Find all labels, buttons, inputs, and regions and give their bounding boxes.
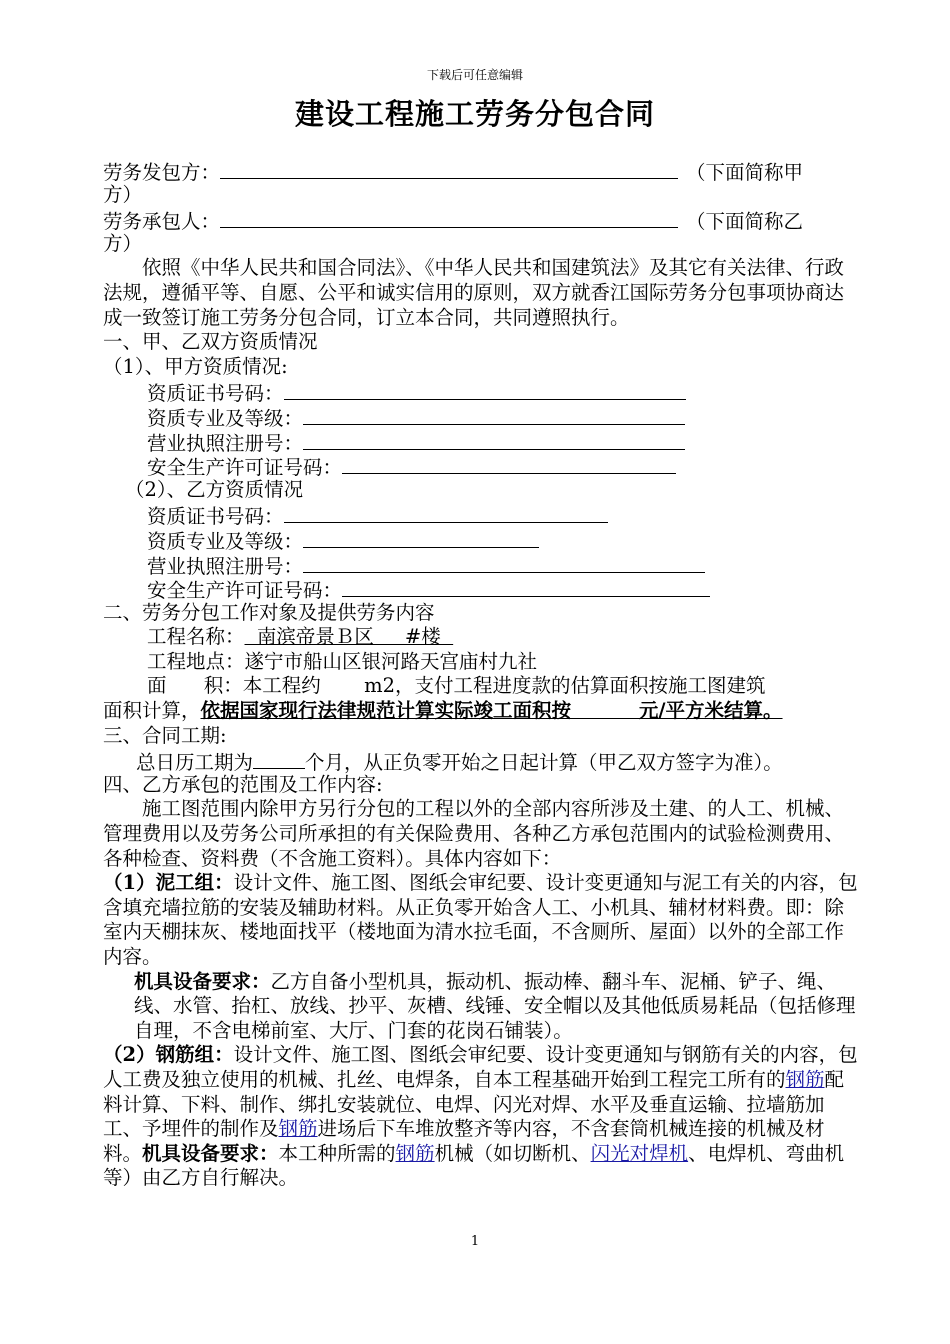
- duration-text-a: 总日历工期为: [136, 751, 254, 775]
- rebar-text-3: 进场后下车堆放整齐等内容，不含套筒机械连接的机械及材料。: [103, 1117, 825, 1165]
- rebar-text-1: 设计文件、施工图、图纸会审纪要、设计变更通知与钢筋有关的内容，包人工费及独立使用的机械、扎丝、电焊条，自本工程基础开始到工程完工所有的: [103, 1043, 858, 1091]
- equipment-text: 乙方自备小型机具，振动机、振动棒、翻斗车、泥桶、铲子、绳、线、水管、抬杠、放线、抄平、灰槽、线锤、安全帽以及其他低质易耗品（包括修理自理，不含电梯前室、大厅、门套的花岗石铺装）。: [134, 969, 856, 1042]
- subcontractor-name-field[interactable]: [220, 207, 678, 228]
- project-name-value: 南滨帝景Ｂ区 #楼: [244, 625, 454, 649]
- grade-label: 资质专业及等级：: [147, 406, 304, 430]
- party-a-grade-line: [103, 404, 863, 429]
- rebar-link[interactable]: 钢筋: [395, 1141, 435, 1165]
- contractor-suffix: （下面简称甲: [686, 161, 804, 184]
- document-title: 建设工程施工劳务分包合同: [294, 97, 655, 131]
- section-2-heading: 二、劳务分包工作对象及提供劳务内容: [103, 600, 435, 624]
- party-a-heading: （1）、甲方资质情况:: [103, 354, 288, 378]
- project-site-value: 遂宁市船山区银河路天宫庙村九社: [244, 649, 538, 673]
- settlement-clause: 依据国家现行法律规范计算实际竣工面积按 元/平方米结算。: [200, 699, 783, 723]
- grade-label: 资质专业及等级：: [147, 529, 304, 553]
- party-b-grade-line: [103, 527, 863, 552]
- license-label: 营业执照注册号：: [147, 554, 304, 578]
- rebar-paragraph: [103, 1043, 863, 1191]
- party-a-cert-field[interactable]: [284, 379, 686, 400]
- page-number: 1: [470, 1234, 480, 1249]
- rebar-link[interactable]: 钢筋: [785, 1067, 825, 1091]
- rebar-equipment-label: 机具设备要求：: [142, 1141, 279, 1165]
- intro-paragraph: 依照《中华人民共和国合同法》、《中华人民共和国建筑法》及其它有关法律、行政法规，遵循平等、自愿、公平和诚实信用的原则，双方就香江国际劳务分包事项协商达成一致签订施工劳务分包合同，订立本合同，共同遵照执行。: [103, 256, 845, 329]
- project-name-label: 工程名称：: [147, 625, 245, 649]
- contractor-line: [103, 158, 863, 183]
- area-settlement-line: [103, 699, 863, 724]
- safety-label: 安全生产许可证号码：: [147, 579, 343, 603]
- area-text-2: 面积计算，: [103, 699, 201, 723]
- contractor-suffix-line: 方）: [103, 182, 143, 206]
- cert-label: 资质证书号码：: [147, 505, 284, 529]
- equipment-label: 机具设备要求：: [134, 969, 271, 993]
- flash-welder-link[interactable]: 闪光对焊机: [590, 1141, 689, 1165]
- subcontractor-suffix-line: 方）: [103, 231, 143, 255]
- rebar-link[interactable]: 钢筋: [278, 1117, 318, 1141]
- contractor-name-field[interactable]: [220, 158, 678, 179]
- area-line: [103, 674, 863, 699]
- area-label: 面 积：: [147, 674, 243, 698]
- project-name-line: [103, 625, 863, 650]
- area-text: 本工程约 m2，支付工程进度款的估算面积按施工图建筑: [242, 674, 766, 698]
- rebar-text-4: 本工种所需的: [278, 1141, 396, 1165]
- section-3-heading: 三、合同工期:: [103, 723, 227, 747]
- project-site-line: [103, 650, 863, 675]
- party-a-grade-field[interactable]: [303, 404, 685, 425]
- party-b-safety-line: [103, 576, 863, 601]
- party-a-license-field[interactable]: [303, 429, 685, 450]
- cert-label: 资质证书号码：: [147, 382, 284, 406]
- party-b-cert-line: [103, 502, 863, 527]
- section-1-heading: 一、甲、乙双方资质情况: [103, 330, 318, 354]
- party-b-cert-field[interactable]: [284, 502, 608, 523]
- party-b-safety-field[interactable]: [342, 576, 710, 597]
- project-site-label: 工程地点：: [147, 649, 245, 673]
- party-b-license-line: [103, 552, 863, 577]
- subcontractor-label: 劳务承包人：: [103, 210, 221, 234]
- party-b-grade-field[interactable]: [303, 527, 539, 548]
- party-a-license-line: [103, 429, 863, 454]
- mason-paragraph: [103, 871, 863, 969]
- scope-intro-paragraph: 施工图范围内除甲方另行分包的工程以外的全部内容所涉及土建、的人工、机械、管理费用以及劳务公司所承担的有关保险费用、各种乙方承包范围内的试验检测费用、各种检查、资料费（不含施工资料）。具体内容如下：: [103, 797, 845, 870]
- section-4-heading: 四、乙方承包的范围及工作内容:: [103, 772, 383, 796]
- party-b-heading: （2）、乙方资质情况: [125, 477, 304, 501]
- duration-line: [103, 748, 863, 773]
- subcontractor-suffix: （下面简称乙: [686, 210, 804, 234]
- contractor-label: 劳务发包方：: [103, 161, 221, 184]
- mason-label: （1）泥工组：: [103, 871, 234, 895]
- safety-label: 安全生产许可证号码：: [147, 456, 343, 480]
- mason-text: 设计文件、施工图、图纸会审纪要、设计变更通知与泥工有关的内容，包含填充墙拉筋的安装及辅助材料。从正负零开始含人工、小机具、辅材材料费。即：除室内天棚抹灰、楼地面找平（楼地面为清水拉毛面，不含厕所、屋面）以外的全部工作内容。: [103, 871, 858, 968]
- license-label: 营业执照注册号：: [147, 431, 304, 455]
- duration-text-b: 个月，从正负零开始之日起计算（甲乙双方签字为准）。: [305, 751, 783, 775]
- duration-months-field[interactable]: [253, 748, 305, 769]
- contract-body: [103, 158, 863, 1191]
- rebar-text-6: 、电焊机、弯曲机等）由乙方自行解决。: [103, 1141, 845, 1190]
- rebar-label: （2）钢筋组：: [103, 1043, 234, 1067]
- party-a-cert-line: [103, 379, 863, 404]
- rebar-text-5: 机械（如切断机、: [434, 1141, 591, 1165]
- header-note: 下载后可任意编辑: [426, 68, 523, 82]
- party-b-license-field[interactable]: [303, 552, 705, 573]
- party-a-safety-field[interactable]: [342, 453, 676, 474]
- subcontractor-line: [103, 207, 863, 232]
- party-a-safety-line: [103, 453, 863, 478]
- rebar-text-2: 配料计算、下料、制作、绑扎安装就位、电焊、闪光对焊、水平及垂直运输、拉墙筋加工、予埋件的制作及: [103, 1067, 845, 1141]
- mason-equipment-paragraph: [103, 970, 863, 1044]
